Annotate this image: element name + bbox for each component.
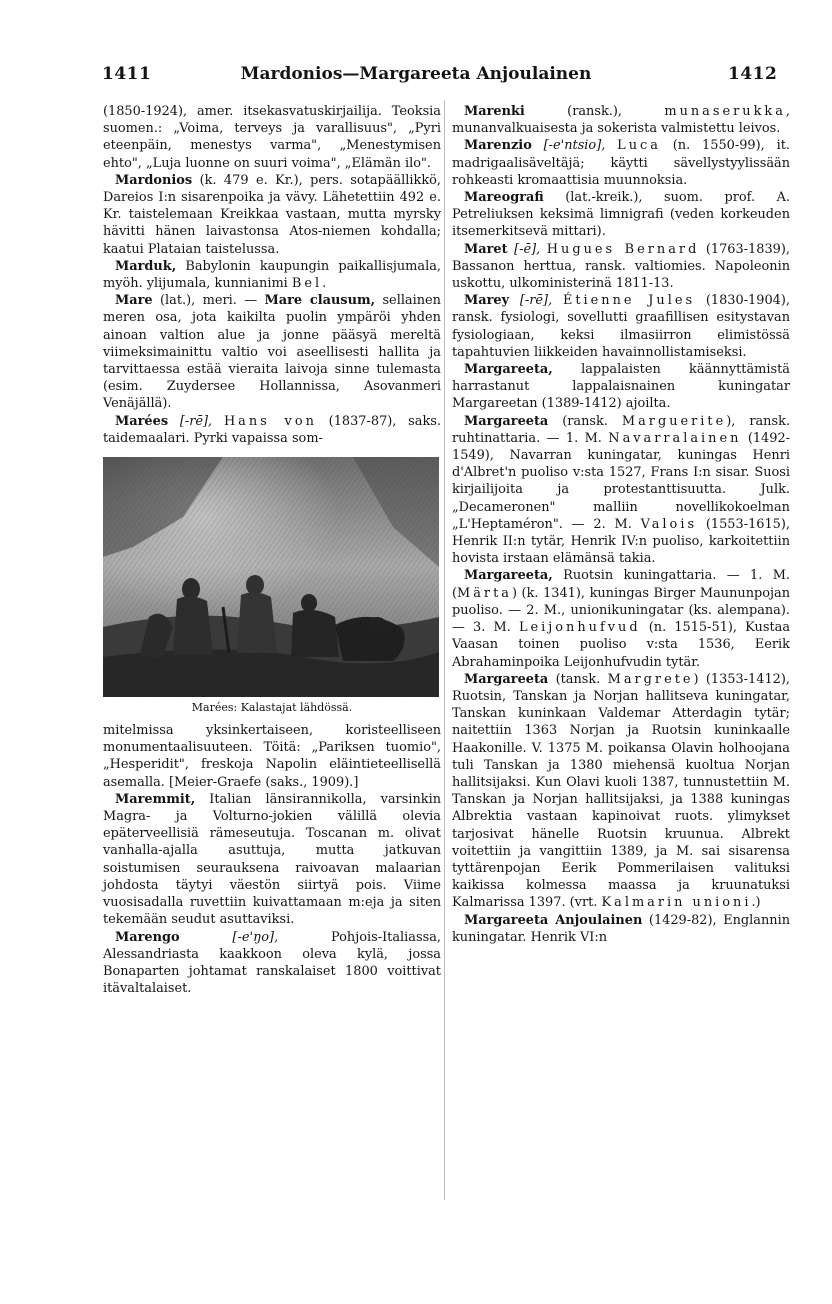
continued-entry-text: (1850-1924), amer. itsekasvatuskirjailija. Teoksia suomen.: „Voima, terveys ja varallisuus", „Pyri eteenpäin, menestys varma", „Menestymisen ehto", „Luja luonne on suuri voima", „Elämän ilo". bbox=[103, 104, 441, 171]
entry-margareeta-se bbox=[452, 567, 790, 670]
spaced-name: Margrete bbox=[607, 671, 694, 687]
page-number-right: 1412 bbox=[728, 64, 778, 84]
entry-marduk bbox=[103, 258, 441, 292]
spaced-name: Märta bbox=[457, 585, 512, 601]
spaced-name: Kalmarin unioni bbox=[601, 895, 752, 911]
spaced-name: Hugues Bernard bbox=[546, 241, 700, 257]
entry-text: (1553-1615), Henrik II:n tytär, Henrik IV:n puoliso, karkoitettiin hovista irstaan elämänsä takia. bbox=[452, 516, 790, 567]
headword: Margareeta, bbox=[464, 568, 553, 584]
pronunciation: [-ē], bbox=[507, 241, 547, 257]
running-title: Mardonios—Margareeta Anjoulainen bbox=[240, 64, 592, 84]
entry-marenzio bbox=[452, 137, 790, 189]
headword: Maret bbox=[464, 241, 508, 257]
entry-margareeta-anjoulainen bbox=[452, 912, 790, 946]
headword: Mardonios bbox=[115, 172, 193, 188]
entry-text: (1837-87), saks. taidemaalari. Pyrki vapaissa som- bbox=[103, 413, 441, 446]
entry-text: (ransk.), bbox=[524, 104, 665, 119]
pronunciation: [-e'ntsio], bbox=[531, 138, 618, 154]
entry-text-end: . bbox=[322, 276, 327, 292]
entry-text: lappalaisten käännyttämistä harrastanut lappalaisnainen kuningatar Margareetan (1389-1412) ajoilta. bbox=[452, 362, 790, 412]
entry-text: (1830-1904), ransk. fysiologi, sovellutti graafillisen esitystavan fysiologiaan, keksi ilmasiirron elimistössä tapahtuvien liikkeiden havainnollistamiseksi. bbox=[452, 293, 790, 360]
entry-text: Babylonin kaupungin paikallisjumala, myöh. ylijumala, kunnianimi bbox=[103, 258, 441, 292]
spaced-name: munaserukka bbox=[664, 104, 786, 119]
entry-maremmit bbox=[103, 791, 441, 929]
headword: Mareografi bbox=[464, 190, 544, 206]
pronunciation: [-rē], bbox=[509, 293, 563, 309]
entry-margareeta-fr bbox=[452, 413, 790, 568]
headword: Margareeta, bbox=[464, 362, 553, 378]
entry-text: (k. 479 e. Kr.), pers. sotapäällikkö, Dareios I:n sisarenpoika ja vävy. Lähetettiin 492 e. Kr. taistelemaan Kreikkaa vastaan, mutta myrsky hävitti hänen laivastonsa Atos-niemen kohdalla; kaatui Plataian taistelussa. bbox=[103, 172, 441, 257]
spaced-name: Luca bbox=[617, 138, 661, 154]
entry-text: Italian länsirannikolla, varsinkin Magra- ja Volturno-jokien välillä olevia epäterveellisiä rämeseutuja. Toscanan m. olivat vanhalla-ajalla asuttuja, mutta jatkuvan soistumisen seurauksena raivoavan malaarian johdosta täytyi väestön siirtyä pois. Viime vuosisadalla ruvettiin kuivattamaan m:eja ja siten tekemään seudut asuttaviksi. bbox=[103, 791, 441, 928]
figure-caption: Marées: Kalastajat lähdössä. bbox=[191, 701, 353, 715]
headword: Marenzio bbox=[464, 138, 532, 154]
entry-text: (n. 1515-51), Kustaa Vaasan toinen puoliso v:sta 1536, Eerik Abrahaminpoika Leijonhufvudin tytär. bbox=[452, 620, 791, 670]
left-column bbox=[103, 103, 441, 997]
entry-text: Pohjois-Italiassa, Alessandriasta kaakkoon oleva kylä, jossa Bonaparten johtamat ranskalaiset 1800 voittivat itävaltalaiset. bbox=[103, 929, 441, 997]
spaced-name: Marguerite bbox=[621, 413, 727, 429]
entry-text: Ruotsin kuningattaria. — 1. M. ( bbox=[452, 568, 790, 601]
entry-maret bbox=[452, 241, 790, 293]
entry-text: ) (1353-1412), Ruotsin, Tanskan ja Norjan hallitseva kuningatar, Tanskan kuninkaan Valdemar Atterdagin tytär; naitettiin 1363 Norjan ja Ruotsin kuninkaalle Haakonille. V. 1375 M. poikansa Olavin holhoojana tuli Tanskan ja 1380 miehensä kuoltua Norjan hallitsijaksi. Kun Olavi kuoli 1387, tunnustettiin M. Tanskan ja Norjan hallitsijaksi, ja 1388 kuningas Albrektia vastaan kapinoivat ruots. ylimykset tarjosivat hänelle Ruotsin kruunua. Albrekt voitettiin ja vangittiin 1389, ja M. sai sisarensa tyttärenpojan Eerik Pommerilaisen valituksi kaikissa kolmessa maassa ja kruunatuksi Kalmarissa 1397. (vrt. bbox=[452, 671, 790, 911]
spaced-name: Étienne Jules bbox=[562, 293, 696, 309]
page-header bbox=[0, 0, 832, 100]
headword: Marey bbox=[464, 293, 510, 309]
headword: Maremmit, bbox=[115, 791, 196, 807]
headword: Margareeta bbox=[464, 671, 549, 687]
headword: Mare bbox=[115, 293, 153, 309]
spaced-name: Leijonhufvud bbox=[518, 620, 641, 636]
entry-text: (1492-1549), Navarran kuningatar, kuningas Henri d'Albret'n puoliso v:sta 1527, Frans I:n sisar. Suosi kirjailijoita ja protestanttisuutta. Julk. „Decameronen" malliin novellikokoelman „L'Heptaméron". — 2. M. bbox=[452, 430, 791, 532]
pronunciation: [-e'ŋo], bbox=[179, 929, 279, 945]
entry-marenki bbox=[452, 103, 790, 137]
entry-margareeta-lapp bbox=[452, 361, 790, 413]
entry-marey bbox=[452, 292, 790, 361]
entry-mare bbox=[103, 292, 441, 412]
headword: Margareeta Anjoulainen bbox=[464, 912, 643, 928]
entry-text: (1763-1839), Bassanon herttua, ransk. valtiomies. Napoleonin uskottu, ulkoministerinä 1811-13. bbox=[452, 241, 790, 292]
headword: Marées bbox=[115, 413, 169, 429]
spaced-name: Hans von bbox=[223, 413, 317, 429]
entry-text: (lat.-kreik.), suom. prof. A. Petreliuksen keksimä limnigrafi (veden korkeuden itsemerkitsevä mittari). bbox=[452, 190, 790, 240]
entry-text: sellainen meren osa, jota kaikilta puolin ympäröi yhden ainoan valtion alue ja jonne pääsyä mereltä viimeksimainittu valtio voi aseellisesti hallita ja tarvittaessa estää vieraita laivoja sinne tulemasta (esim. Zuydersee Hollannissa, Asovanmeri Venäjällä). bbox=[103, 293, 441, 412]
page-number-left: 1411 bbox=[102, 64, 152, 84]
entry-text: (n. 1550-99), it. madrigaalisäveltäjä; käytti sävellystyylissään rohkeasti kromaattisia muunnoksia. bbox=[452, 138, 790, 188]
headword: Margareeta bbox=[464, 413, 549, 429]
continued-entry-text: mitelmissa yksinkertaiseen, koristeelliseen monumentaalisuuteen. Töitä: „Pariksen tuomio", „Hesperidit", freskoja Napolin eläintieteellisellä asemalla. [Meier-Graefe (saks., 1909).] bbox=[103, 723, 441, 790]
entry-text: (lat.), meri. — bbox=[152, 293, 265, 309]
engraving-image bbox=[103, 457, 439, 697]
entry-text: , munanvalkuaisesta ja sokerista valmistettu leivos. bbox=[452, 104, 790, 137]
entry-mareografi bbox=[452, 189, 790, 241]
entry-margareeta-dk bbox=[452, 671, 790, 912]
spaced-name: Navarralainen bbox=[608, 430, 742, 446]
entry-text: ) (k. 1341), kuningas Birger Maununpojan puoliso. — 2. M., unionikuningatar (ks. alempana). — 3. M. bbox=[452, 585, 790, 636]
entry-text: (tansk. bbox=[548, 671, 608, 687]
spaced-name: Valois bbox=[640, 516, 698, 532]
entry-text: .) bbox=[751, 895, 761, 911]
headword: Marduk, bbox=[115, 258, 177, 274]
entry-marees bbox=[103, 413, 441, 447]
entry-text: (1429-82), Englannin kuningatar. Henrik VI:n bbox=[452, 912, 790, 945]
headword: Marengo bbox=[115, 929, 180, 945]
entry-marengo bbox=[103, 929, 441, 998]
right-column bbox=[452, 103, 790, 946]
subheadword: Mare clausum, bbox=[264, 293, 376, 309]
column-divider bbox=[444, 100, 445, 1200]
entry-text: ), ransk. ruhtinattaria. — 1. M. bbox=[452, 413, 790, 446]
entry-text: (ransk. bbox=[548, 413, 622, 429]
headword: Marenki bbox=[464, 104, 525, 119]
spaced-name: Bel bbox=[291, 276, 323, 292]
entry-mardonios bbox=[103, 172, 441, 258]
pronunciation: [-rē], bbox=[168, 413, 224, 429]
